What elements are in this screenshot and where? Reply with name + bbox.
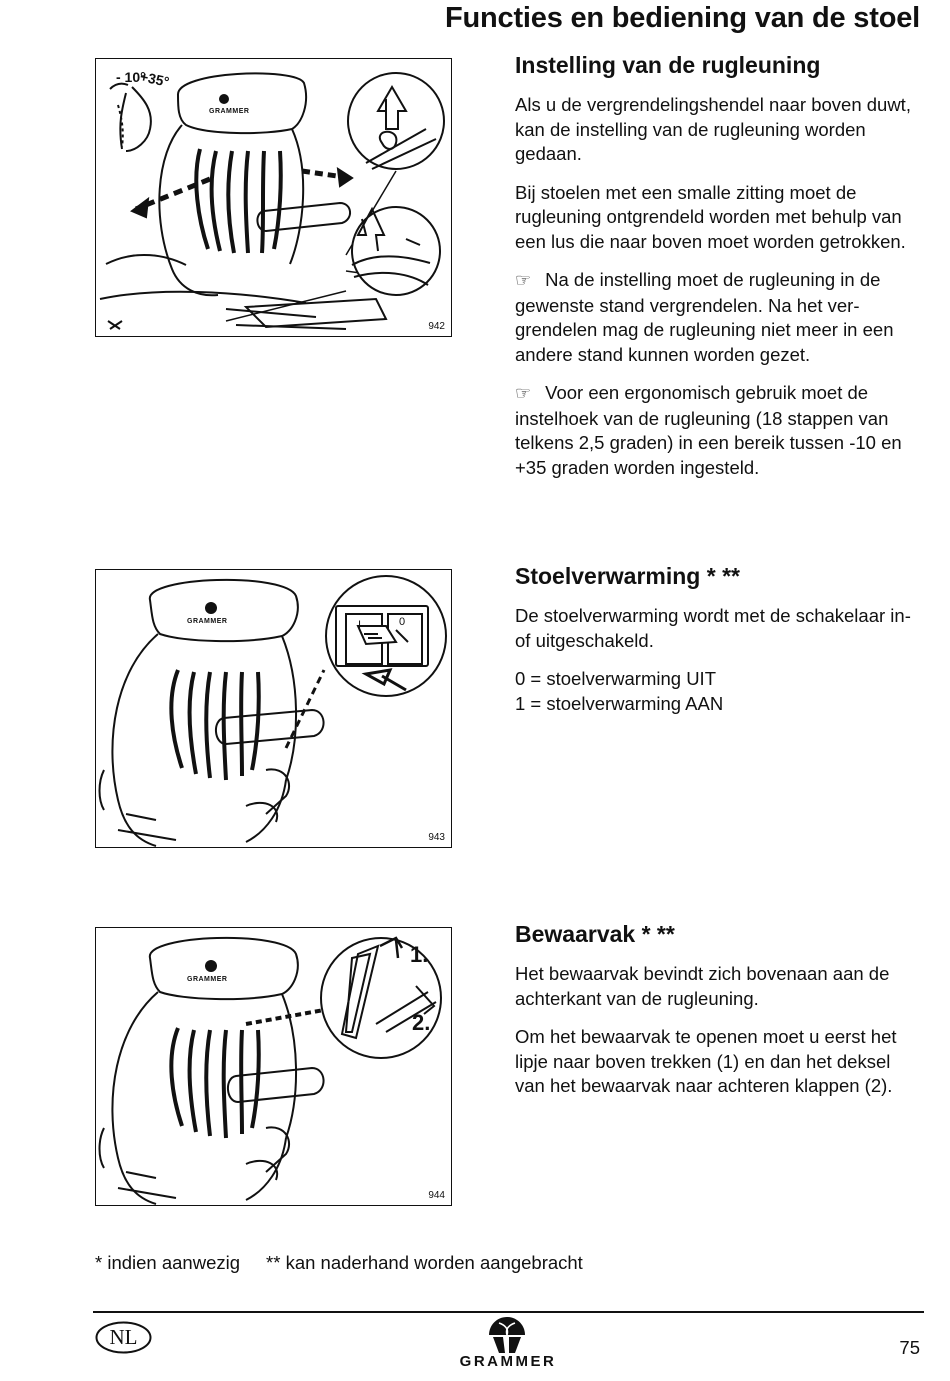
paragraph: Als u de vergrendelingshendel naar boven duwt, kan de instelling van de rugleuning worden gedaan. <box>515 94 911 164</box>
language-badge: NL <box>109 1325 138 1349</box>
step-label-1: 1. <box>410 942 429 967</box>
note-text: Na de instelling moet de rugleuning in de gewenste stand vergrendelen. Na het ver-grendelen mag de rugleuning niet meer in een andere stand kunnen worden gezet. <box>515 269 894 365</box>
brand-name: GRAMMER <box>459 1353 557 1370</box>
note-paragraph <box>515 268 925 367</box>
section-heading: Bewaarvak * ** <box>515 921 675 947</box>
pointing-hand-icon: ☞ <box>515 270 532 291</box>
page-number: 75 <box>899 1337 920 1358</box>
switch-label-on: I <box>358 619 362 631</box>
section-storage-compartment <box>515 921 925 1113</box>
switch-states <box>515 667 925 716</box>
figure-backrest-adjustment <box>95 58 452 337</box>
angle-label-minus: - 10° <box>116 69 146 85</box>
section-seat-heating <box>515 563 925 730</box>
paragraph: Om het bewaarvak te openen moet u eerst het lipje naar boven trekken (1) en dan het deksel van het bewaarvak naar achteren klappen (2). <box>515 1026 897 1096</box>
footnote-optional: * indien aanwezig <box>95 1252 241 1273</box>
page-title: Functies en bediening van de stoel <box>444 2 920 34</box>
switch-label-off: 0 <box>399 616 406 628</box>
step-label-2: 2. <box>412 1010 431 1035</box>
angle-label-plus: +35° <box>138 68 171 90</box>
paragraph: De stoelverwarming wordt met de schakelaar in- of uitgeschakeld. <box>515 605 911 651</box>
note-text: Voor een ergonomisch gebruik moet de instelhoek van de rugleuning (18 stappen van telkens 2,5 graden) in een bereik tussen -10 en +35 graden worden ingesteld. <box>515 382 902 478</box>
paragraph: Het bewaarvak bevindt zich bovenaan aan de achterkant van de rugleuning. <box>515 963 890 1009</box>
section-backrest-adjustment <box>515 52 925 494</box>
paragraph: Bij stoelen met een smalle zitting moet de rugleuning ontgrendeld worden met behulp van een lus die naar boven moet worden getrokken. <box>515 181 906 252</box>
figure-number: 943 <box>428 832 445 843</box>
seat-brand-label: GRAMMER <box>209 108 250 115</box>
section-heading: Stoelverwarming * ** <box>515 563 740 589</box>
seat-brand-label: GRAMMER <box>187 976 228 983</box>
seat-brand-label: GRAMMER <box>187 618 228 625</box>
figure-storage-compartment <box>95 927 452 1206</box>
grammer-logo-icon <box>487 1315 527 1355</box>
note-paragraph <box>515 381 925 480</box>
figure-number: 942 <box>428 321 445 332</box>
figure-number: 944 <box>428 1190 445 1201</box>
figure-seat-heating <box>95 569 452 848</box>
pointing-hand-icon: ☞ <box>515 383 532 404</box>
seat-heating-illustration <box>96 570 452 848</box>
storage-compartment-illustration <box>96 928 452 1206</box>
footnote-retrofit: ** kan naderhand worden aangebracht <box>266 1252 583 1273</box>
section-heading: Instelling van de rugleuning <box>515 52 821 78</box>
switch-state-on: 1 = stoelverwarming AAN <box>515 692 724 714</box>
backrest-adjustment-illustration <box>96 59 452 337</box>
switch-state-off: 0 = stoelverwarming UIT <box>515 668 716 689</box>
footer-divider <box>93 1311 924 1313</box>
footnotes <box>95 1252 583 1274</box>
